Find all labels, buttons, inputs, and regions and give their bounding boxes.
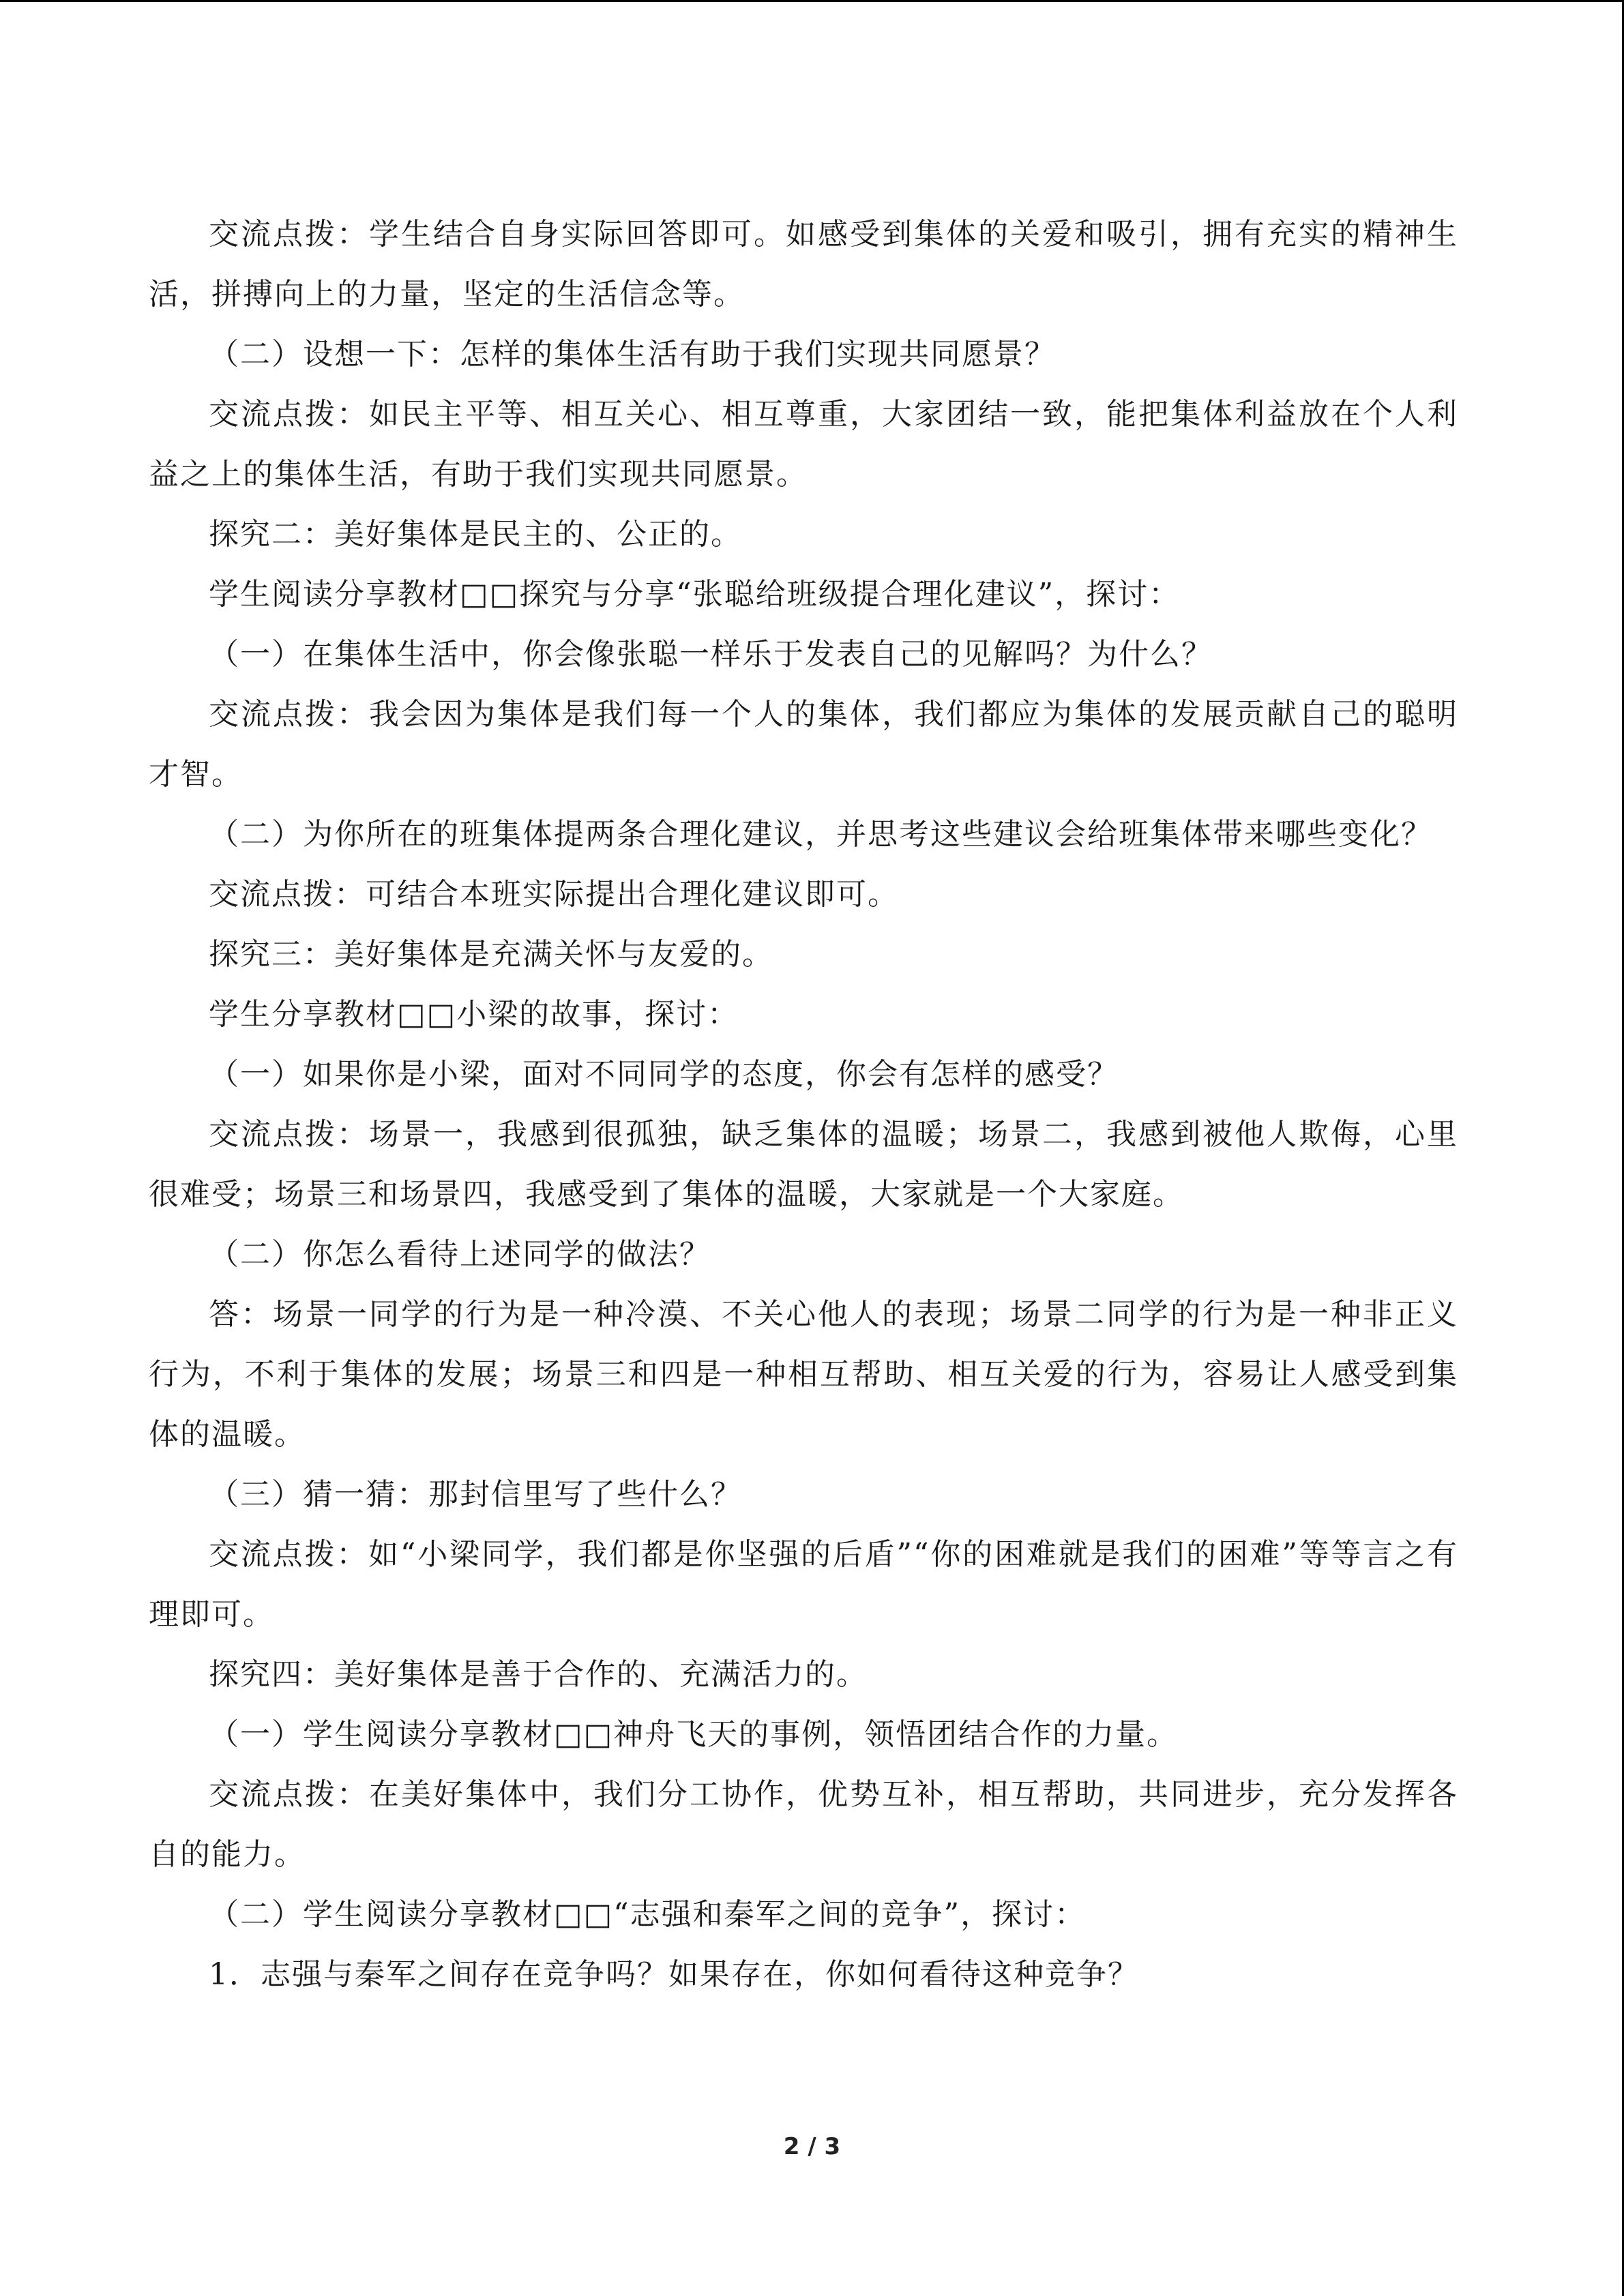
page-number: 2 / 3 <box>783 2133 841 2160</box>
paragraph: （二）学生阅读分享教材□□“志强和秦军之间的竞争”，探讨： <box>209 1897 1087 1932</box>
paragraph: 交流点拨：如“小梁同学，我们都是你坚强的后盾”“你的困难就是我们的困难”等等言之有理即可。 <box>149 1537 1458 1632</box>
paragraph: 答：场景一同学的行为是一种冷漠、不关心他人的表现；场景二同学的行为是一种非正义行为，不利于集体的发展；场景三和四是一种相互帮助、相互关爱的行为，容易让人感受到集体的温暖。 <box>149 1297 1458 1452</box>
paragraph: 交流点拨：学生结合自身实际回答即可。如感受到集体的关爱和吸引，拥有充实的精神生活，拼搏向上的力量，坚定的生活信念等。 <box>149 217 1458 312</box>
paragraph: （二）为你所在的班集体提两条合理化建议，并思考这些建议会给班集体带来哪些变化？ <box>209 817 1432 852</box>
page-border-top <box>0 0 1624 2</box>
paragraph: （一）学生阅读分享教材□□神舟飞天的事例，领悟团结合作的力量。 <box>209 1717 1179 1752</box>
paragraph: 学生阅读分享教材□□探究与分享“张聪给班级提合理化建议”，探讨： <box>209 577 1181 612</box>
paragraph: 学生分享教材□□小梁的故事，探讨： <box>209 997 739 1032</box>
paragraph: （一）在集体生活中，你会像张聪一样乐于发表自己的见解吗？为什么？ <box>209 637 1213 672</box>
paragraph: （二）你怎么看待上述同学的做法？ <box>209 1237 711 1272</box>
paragraph: 交流点拨：场景一，我感到很孤独，缺乏集体的温暖；场景二，我感到被他人欺侮，心里很难受；场景三和场景四，我感受到了集体的温暖，大家就是一个大家庭。 <box>149 1117 1458 1212</box>
paragraph: 交流点拨：我会因为集体是我们每一个人的集体，我们都应为集体的发展贡献自己的聪明才智。 <box>149 697 1458 792</box>
document-body <box>149 205 1458 2005</box>
paragraph: 探究四：美好集体是善于合作的、充满活力的。 <box>209 1657 868 1692</box>
paragraph: 探究二：美好集体是民主的、公正的。 <box>209 517 742 552</box>
paragraph: 交流点拨：可结合本班实际提出合理化建议即可。 <box>209 877 899 912</box>
paragraph: 探究三：美好集体是充满关怀与友爱的。 <box>209 937 773 972</box>
paragraph: （一）如果你是小梁，面对不同同学的态度，你会有怎样的感受？ <box>209 1057 1119 1092</box>
paragraph: （三）猜一猜：那封信里写了些什么？ <box>209 1477 742 1512</box>
paragraph: （二）设想一下：怎样的集体生活有助于我们实现共同愿景？ <box>209 337 1056 372</box>
paragraph: 1．志强与秦军之间存在竞争吗？如果存在，你如何看待这种竞争？ <box>209 1957 1139 1992</box>
paragraph: 交流点拨：在美好集体中，我们分工协作，优势互补，相互帮助，共同进步，充分发挥各自的能力。 <box>149 1777 1458 1872</box>
paragraph: 交流点拨：如民主平等、相互关心、相互尊重，大家团结一致，能把集体利益放在个人利益之上的集体生活，有助于我们实现共同愿景。 <box>149 397 1458 492</box>
